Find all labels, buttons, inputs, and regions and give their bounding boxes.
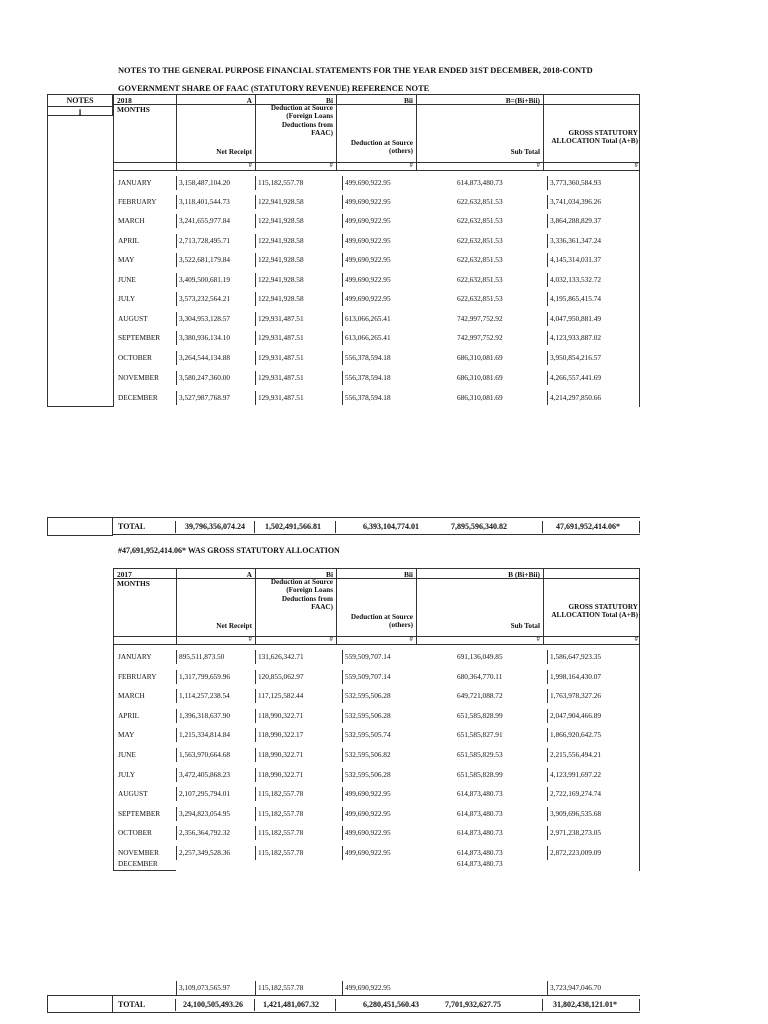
subtotal-cell: 622,632,851.53 [457,255,503,264]
month-cell: FEBRUARY [118,672,157,681]
gross-cell: 4,195,865,415.74 [547,292,601,306]
month-cell: JULY [118,294,136,303]
col-a-title: Net Receipt [216,148,252,156]
table-border [542,521,543,533]
gross-cell: 1,998,164,430.07 [547,670,601,684]
bi-cell: 115,182,557.78 [255,787,303,801]
net-receipt-cell: 3,472,405,868.23 [176,768,230,782]
bii-cell: 499,690,922.95 [342,195,391,209]
bi-cell: 122,941,928.58 [255,214,304,228]
total-label: TOTAL [118,522,146,531]
col-subtotal-hash: # [536,635,540,643]
col-bii-letter: Bii [403,570,413,579]
bii-cell: 499,690,922.95 [342,214,391,228]
gross-cell: 3,723,947,046.70 [547,981,601,995]
net-receipt-cell: 3,409,500,681.19 [176,273,230,287]
net-receipt-cell: 3,294,823,054.95 [176,807,230,821]
net-receipt-cell: 2,107,295,794.01 [176,787,230,801]
subtotal-cell: 742,997,752.92 [457,314,503,323]
gross-cell: 2,047,904,466.89 [547,709,601,723]
bi-cell: 122,941,928.58 [255,253,304,267]
bi-cell: 118,990,322.17 [255,728,303,742]
bi-cell: 115,182,557.78 [255,826,303,840]
total-notes-box [47,995,113,1013]
gross-cell: 4,123,991,697.22 [547,768,601,782]
bii-cell: 499,690,922.95 [342,234,391,248]
bi-cell: 131,626,342.71 [255,650,304,664]
month-cell: NOVEMBER [118,848,159,857]
gross-cell: 2,215,556,494.21 [547,748,601,762]
gross-cell: 4,032,133,532.72 [547,273,601,287]
net-receipt-cell: 3,241,655,977.84 [176,214,230,228]
bii-cell: 613,066,265.41 [342,312,391,326]
gross-cell: 3,864,288,829.37 [547,214,601,228]
net-receipt-cell: 1,317,799,659.96 [176,670,230,684]
bi-cell: 129,931,487.51 [255,391,304,405]
subtotal-cell: 651,585,829.53 [457,750,503,759]
total-gross: 47,691,952,414.06* [556,522,620,531]
gross-cell: 3,336,361,347.24 [547,234,601,248]
table-border [639,521,640,533]
month-cell: SEPTEMBER [118,809,161,818]
col-bii-title: Deduction at Source (others) [350,139,413,156]
months-header: MONTHS [117,105,150,114]
bii-cell: 556,378,594.18 [342,371,391,385]
subtotal-cell: 622,632,851.53 [457,216,503,225]
month-cell: JANUARY [118,178,152,187]
bii-cell: 499,690,922.95 [342,846,391,860]
subtotal-cell: 622,632,851.53 [457,197,503,206]
bii-cell: 499,690,922.95 [342,826,391,840]
col-b-letter: B (Bi+Bii) [508,570,540,579]
total-row-2018 [113,517,640,535]
bii-cell: 499,690,922.95 [342,787,391,801]
bii-cell: 499,690,922.95 [342,176,391,190]
subtotal-cell: 614,873,480.73 [457,789,503,798]
bi-cell: 122,941,928.58 [255,195,304,209]
month-cell: AUGUST [118,314,148,323]
bii-cell: 499,690,922.95 [342,807,391,821]
col-a-letter: A [246,96,252,105]
year-2018: 2018 [117,96,132,105]
bii-cell: 532,595,506.28 [342,689,391,703]
bii-cell: 532,595,506.28 [342,768,391,782]
total-subtotal: 7,701,932,627.75 [445,1000,501,1009]
month-cell: MAY [118,730,135,739]
col-gross-title: GROSS STATUTORY ALLOCATION Total (A+B) [551,129,638,146]
bi-cell: 129,931,487.51 [255,331,304,345]
col-a-title: Net Receipt [216,622,252,630]
total-row-2017 [113,995,640,1013]
net-receipt-cell: 3,109,073,565.97 [176,981,230,995]
net-receipt-cell: 3,158,487,104.20 [176,176,230,190]
bii-cell: 556,378,594.18 [342,391,391,405]
bii-cell: 559,509,707.14 [342,670,391,684]
net-receipt-cell: 3,522,681,179.84 [176,253,230,267]
bii-cell: 499,690,922.95 [342,292,391,306]
month-cell: APRIL [118,711,140,720]
col-subtotal-title: Sub Total [510,148,540,156]
gross-cell: 2,872,223,009.09 [547,846,601,860]
bii-cell: 499,690,922.95 [342,253,391,267]
net-receipt-cell: 3,580,247,360.00 [176,371,230,385]
col-b-letter: B=(Bi+Bii) [505,96,540,105]
total-bi: 1,502,491,566.81 [265,522,321,531]
bii-cell: 532,595,505.74 [342,728,391,742]
gross-cell: 2,722,169,274.74 [547,787,601,801]
gross-cell: 1,763,978,327.26 [547,689,601,703]
col-gross-hash: # [634,635,638,643]
col-subtotal-title: Sub Total [510,622,540,630]
subtotal-cell: 614,873,480.73 [457,178,503,187]
month-cell: APRIL [118,236,140,245]
total-gross: 31,802,438,121.01* [553,1000,617,1009]
page-heading: NOTES TO THE GENERAL PURPOSE FINANCIAL STATEMENTS FOR THE YEAR ENDED 31ST DECEMBER, 2018-CONTD [118,66,593,75]
month-cell: JUNE [118,275,136,284]
col-bii-letter: Bii [403,96,413,105]
gross-cell: 1,586,647,923.35 [547,650,601,664]
subtotal-cell: 680,364,770.11 [457,672,503,681]
subtotal-cell: 649,721,088.72 [457,691,503,700]
col-a-hash: # [248,635,252,643]
total-subtotal: 7,895,596,340.82 [451,522,507,531]
net-receipt-cell: 3,118,401,544.73 [176,195,230,209]
subtotal-cell: 614,873,480.73 [457,848,503,857]
header-rule [114,636,639,637]
col-bi-hash: # [329,161,333,169]
year-2017: 2017 [117,570,132,579]
col-bi-hash: # [329,635,333,643]
col-bi-title: Deduction at Source (Foreign Loans Deductions from FAAC) [270,578,333,612]
total-bii: 6,280,451,560.43 [363,1000,419,1009]
subtotal-cell: 742,997,752.92 [457,333,503,342]
table-border [47,116,48,407]
gross-cell: 4,266,557,441.69 [547,371,601,385]
total-net-receipt: 39,796,356,074.24 [185,522,245,531]
month-cell: DECEMBER [118,859,158,868]
net-receipt-cell: 2,257,349,528.36 [176,846,230,860]
bi-cell: 115,182,557.78 [255,981,303,995]
net-receipt-cell: 3,264,544,134.88 [176,351,230,365]
table-border [254,999,255,1011]
subtotal-cell: 614,873,480.73 [457,809,503,818]
month-cell: MARCH [118,691,145,700]
page-subheading: GOVERNMENT SHARE OF FAAC (STATUTORY REVENUE) REFERENCE NOTE [118,84,430,93]
month-cell: DECEMBER [118,393,158,402]
subtotal-cell: 622,632,851.53 [457,294,503,303]
net-receipt-cell: 1,563,970,664.68 [176,748,230,762]
table-border [542,999,543,1011]
gross-cell: 4,123,933,887.02 [547,331,601,345]
bii-cell: 532,595,506.28 [342,709,391,723]
subtotal-cell: 686,310,081.69 [457,353,503,362]
table-border [113,171,114,407]
col-gross-hash: # [634,161,638,169]
bi-cell: 118,990,322.71 [255,768,303,782]
col-gross-title: GROSS STATUTORY ALLOCATION Total (A+B) [551,603,638,620]
bii-cell: 499,690,922.95 [342,981,391,995]
col-a-letter: A [246,570,252,579]
col-bii-hash: # [409,635,413,643]
table-border [47,406,113,407]
bi-cell: 122,941,928.58 [255,273,304,287]
total-bi: 1,421,481,067.32 [263,1000,319,1009]
bi-cell: 129,931,487.51 [255,371,304,385]
gross-cell: 3,950,854,216.57 [547,351,601,365]
header-rule [114,578,639,579]
gross-cell: 3,909,696,535.68 [547,807,601,821]
col-bi-title: Deduction at Source (Foreign Loans Deductions from FAAC) [270,104,333,138]
bii-cell: 556,378,594.18 [342,351,391,365]
notes-box [47,94,113,116]
col-bi-letter: Bi [326,96,333,105]
col-subtotal-hash: # [536,161,540,169]
bii-cell: 532,595,506.82 [342,748,391,762]
gross-cell: 4,145,314,031.37 [547,253,601,267]
net-receipt-cell: 3,573,232,564.21 [176,292,230,306]
net-receipt-cell: 3,527,987,768.97 [176,391,230,405]
total-label: TOTAL [118,1000,146,1009]
gross-cell: 4,047,950,881.49 [547,312,601,326]
table-border [335,999,336,1011]
table-border [639,171,640,407]
bi-cell: 117,125,582.44 [255,689,303,703]
month-cell: MAY [118,255,135,264]
col-a-hash: # [248,161,252,169]
month-cell: OCTOBER [118,353,152,362]
table-border [639,999,640,1011]
subtotal-cell: 614,873,480.73 [457,828,503,837]
bi-cell: 115,182,557.78 [255,176,303,190]
subtotal-cell: 686,310,081.69 [457,393,503,402]
total-notes-box [47,517,113,536]
subtotal-cell: 651,585,828.99 [457,711,503,720]
notes-number: I [48,106,112,117]
header-rule [114,162,639,163]
table-border [175,521,176,533]
header-2017 [113,568,640,645]
month-cell: JUNE [118,750,136,759]
notes-label: NOTES [66,96,94,105]
total-bii: 6,393,104,774.01 [363,522,419,531]
bii-cell: 559,509,707.14 [342,650,391,664]
bi-cell: 120,855,062.97 [255,670,304,684]
table-border [639,645,640,871]
net-receipt-cell: 1,114,257,238.54 [176,689,230,703]
bi-cell: 122,941,928.58 [255,234,304,248]
net-receipt-cell: 2,356,364,792.32 [176,826,230,840]
bi-cell: 118,990,322.71 [255,709,303,723]
gross-cell: 4,214,297,850.66 [547,391,601,405]
footnote: #47,691,952,414.06* WAS GROSS STATUTORY ALLOCATION [118,546,340,555]
gross-cell: 2,971,238,273.05 [547,826,601,840]
subtotal-cell: 622,632,851.53 [457,236,503,245]
month-cell: JULY [118,770,136,779]
subtotal-cell: 622,632,851.53 [457,275,503,284]
months-header: MONTHS [117,579,150,588]
table-border [335,521,336,533]
table-border [113,645,114,871]
col-bi-letter: Bi [326,570,333,579]
gross-cell: 3,773,360,584.93 [547,176,601,190]
bi-cell: 115,182,557.78 [255,846,303,860]
table-border [175,999,176,1011]
subtotal-cell: 651,585,827.91 [457,730,503,739]
bi-cell: 118,990,322.71 [255,748,303,762]
month-cell: SEPTEMBER [118,333,161,342]
bi-cell: 129,931,487.51 [255,351,304,365]
gross-cell: 3,741,034,396.26 [547,195,601,209]
subtotal-cell: 614,873,480.73 [457,859,503,868]
gross-cell: 1,866,920,642.75 [547,728,601,742]
net-receipt-cell: 895,511,873.50 [176,650,224,664]
bi-cell: 129,931,487.51 [255,312,304,326]
month-cell: NOVEMBER [118,373,159,382]
table-border [254,521,255,533]
month-cell: OCTOBER [118,828,152,837]
bi-cell: 115,182,557.78 [255,807,303,821]
month-cell: JANUARY [118,652,152,661]
bii-cell: 613,066,265.41 [342,331,391,345]
col-bii-title: Deduction at Source (others) [350,613,413,630]
net-receipt-cell: 1,396,318,637.90 [176,709,230,723]
subtotal-cell: 691,136,049.85 [457,652,503,661]
col-bii-hash: # [409,161,413,169]
total-net-receipt: 24,100,505,493.26 [183,1000,243,1009]
net-receipt-cell: 1,215,334,814.84 [176,728,230,742]
month-cell: MARCH [118,216,145,225]
net-receipt-cell: 3,380,936,134.10 [176,331,230,345]
net-receipt-cell: 2,713,728,495.71 [176,234,230,248]
header-rule [114,104,639,105]
month-cell: AUGUST [118,789,148,798]
bii-cell: 499,690,922.95 [342,273,391,287]
net-receipt-cell: 3,304,953,128.57 [176,312,230,326]
bi-cell: 122,941,928.58 [255,292,304,306]
subtotal-cell: 686,310,081.69 [457,373,503,382]
month-cell: FEBRUARY [118,197,157,206]
header-2018 [113,94,640,171]
subtotal-cell: 651,585,828.99 [457,770,503,779]
